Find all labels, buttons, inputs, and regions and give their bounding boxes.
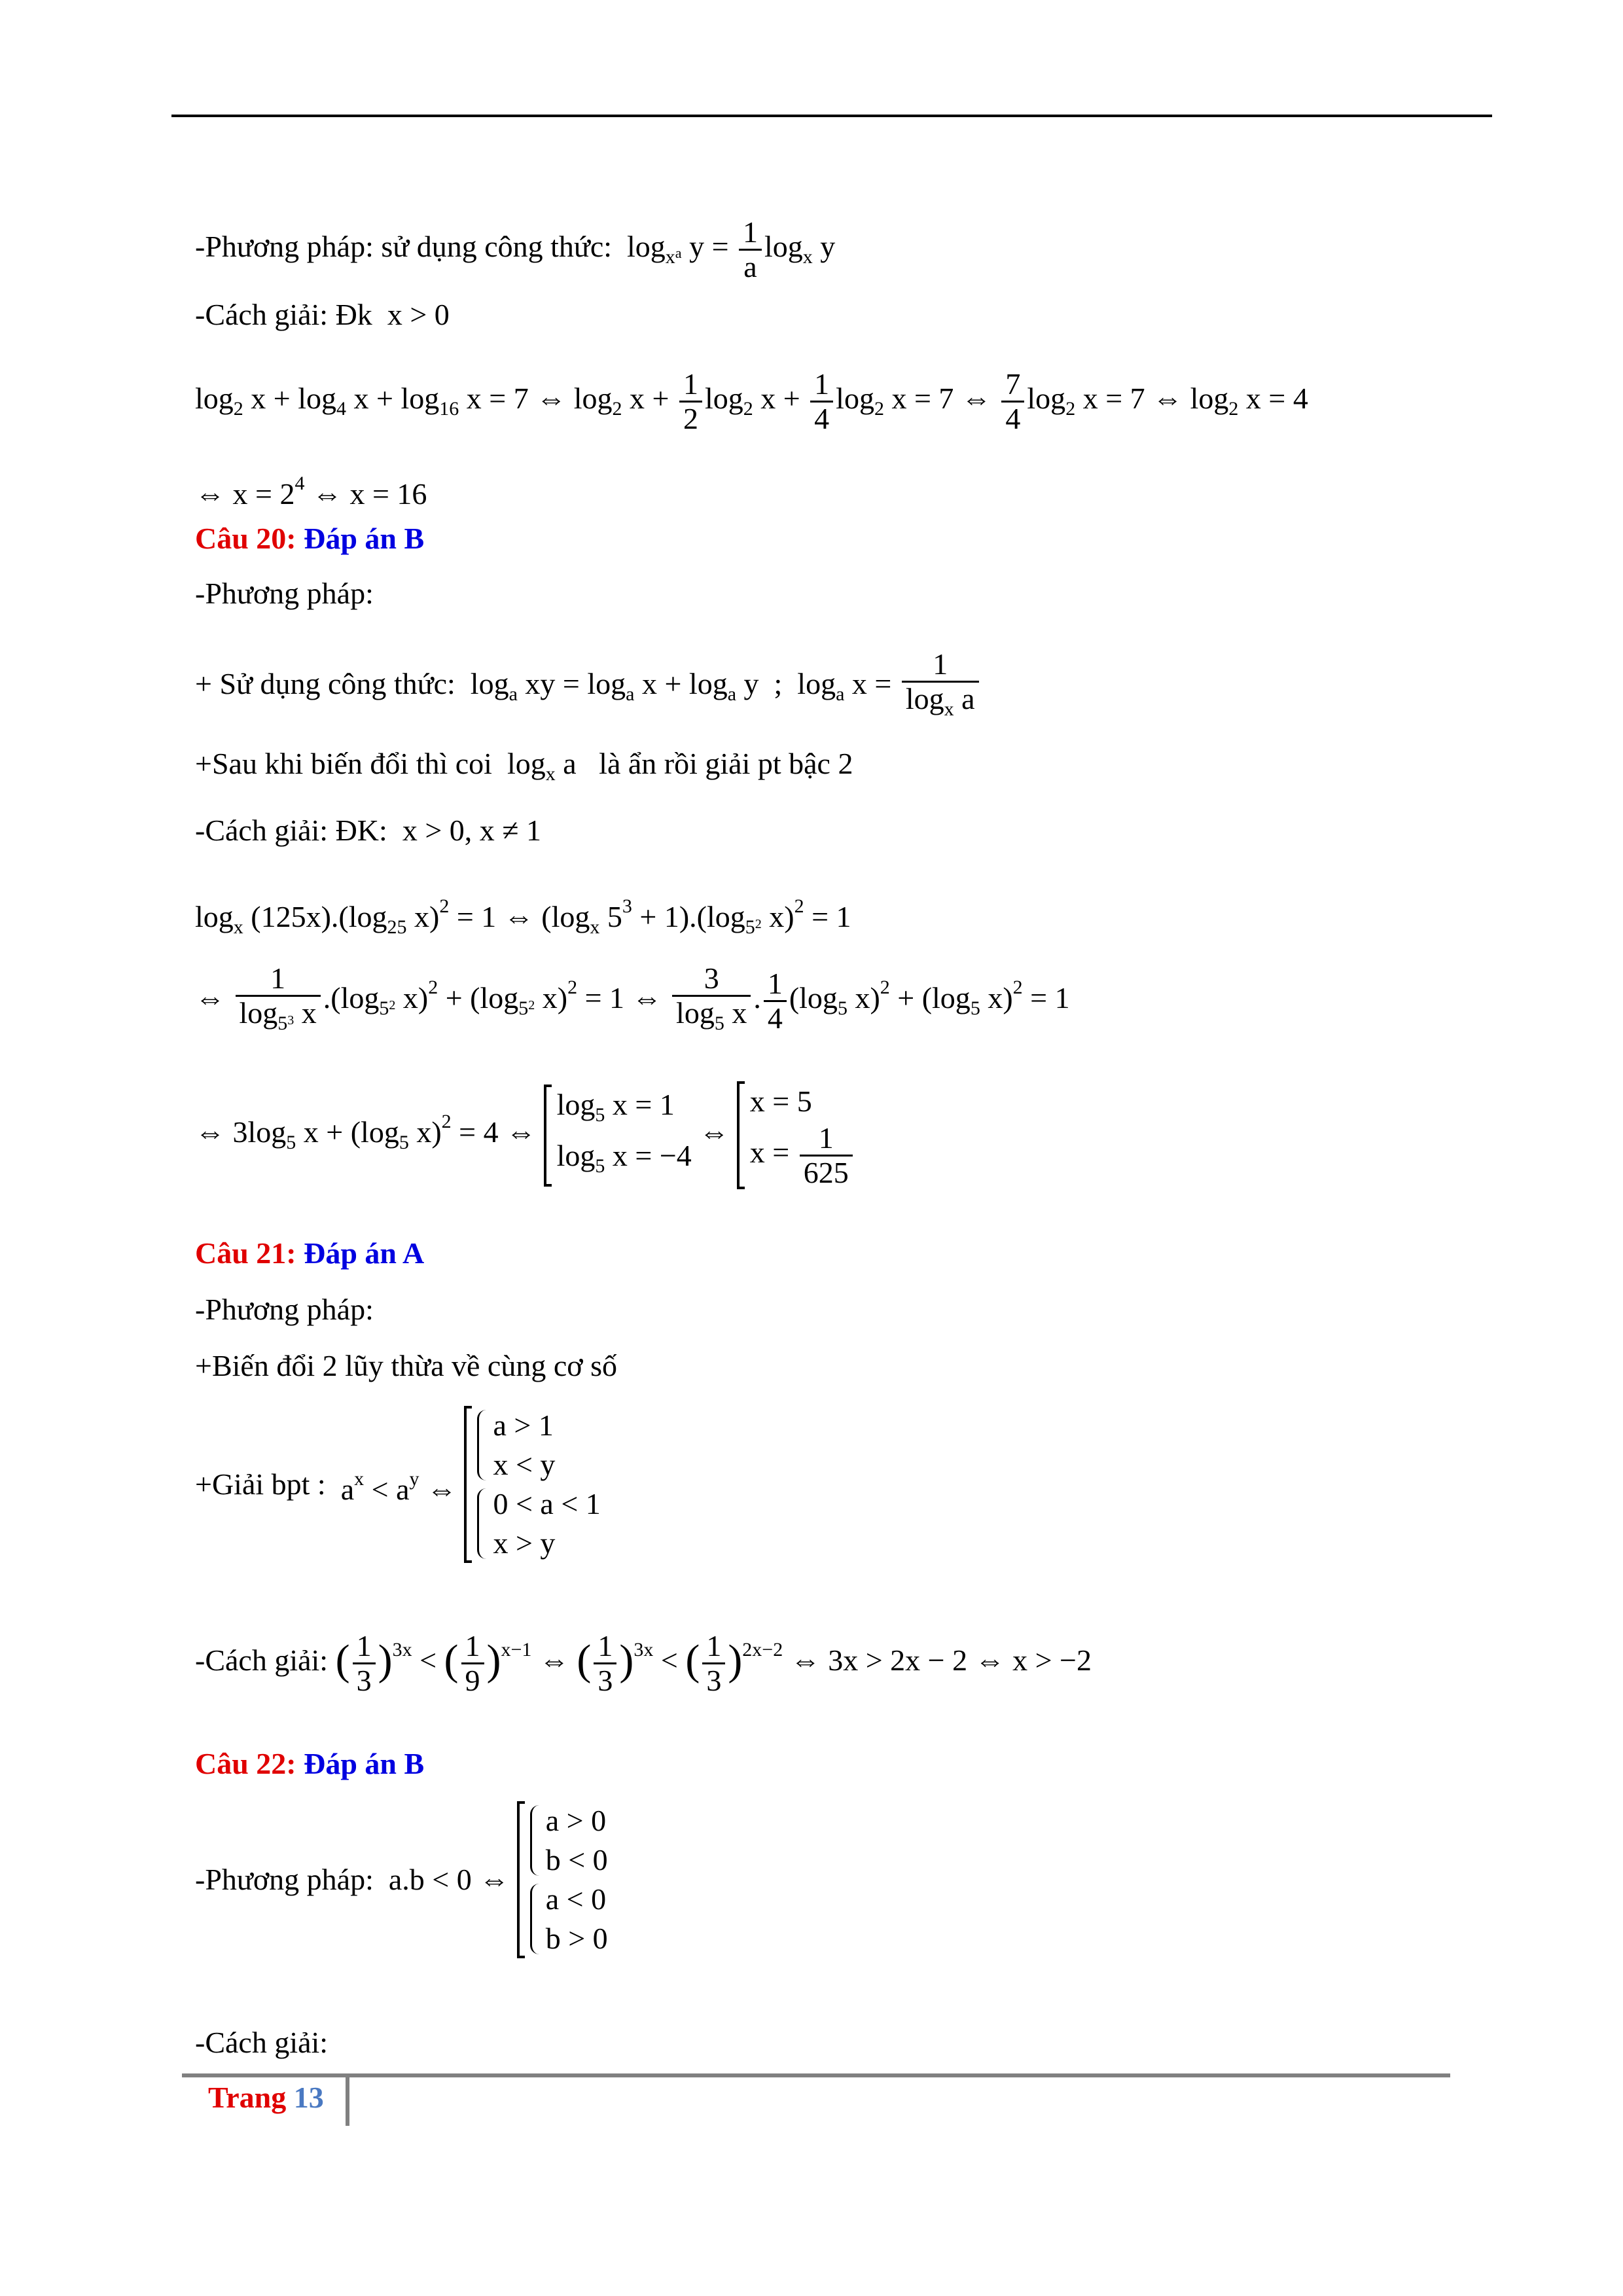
page-label: Trang bbox=[208, 2081, 287, 2114]
s21-step1-text: +Biến đổi 2 lũy thừa về cùng cơ số bbox=[195, 1349, 617, 1382]
s21-method-label bbox=[195, 1291, 374, 1329]
s21-solution-line: -Cách giải: ( $\frac{1}{3}$ )$^{3x}$ < ( $\frac{1}{9}$ )$^{x-1}$ ⇔ ( $\frac{1}{3}$ )$^{3x}$ < ( $\frac{1}{3}$ )$^{2x-2}$ ⇔ 3x > 2x − 2 ⇔ x > −2 bbox=[195, 1629, 1092, 1697]
s20-transform-a: +Sau khi biến đổi thì coi bbox=[195, 747, 492, 780]
s20-use-label: + Sử dụng công thức: bbox=[195, 667, 455, 701]
footer-divider bbox=[346, 2077, 349, 2126]
s21-step1 bbox=[195, 1347, 617, 1385]
s22-title bbox=[195, 1745, 424, 1783]
s22-method-line: -Phương pháp: a.b < 0 ⇔ a > 0 b < 0 a < 0 b > 0 bbox=[195, 1801, 608, 1958]
system-brace: a > 0 b < 0 bbox=[530, 1801, 608, 1880]
s22-solution-line bbox=[195, 2024, 328, 2062]
page-footer bbox=[208, 2073, 324, 2122]
s20-answer-label: Đáp án B bbox=[304, 522, 425, 555]
s20-equation-2: ⇔ $\frac{1}{\log_{5^3} x}$ $.(\log_{5^2}$ $x)^2 + (\log_{5^2}$ x)$^2$ = 1 ⇔ $\frac{3}{\log_5 x}$ . $\frac{1}{4}$ ($\log_5$ $x)^2 + (\log_5$ x)$^2$ = 1 bbox=[195, 962, 1070, 1040]
s20-equation-3: ⇔ $3\log_5$ $x + (\log_5$ x)$^2$ = 4 ⇔ $\log_5 x = 1$ $\log_5 x = -4$ ⇔ x = 5 x = $\frac{1}{625}$ bbox=[195, 1081, 855, 1189]
s20-condition: x > 0, x ≠ 1 bbox=[402, 814, 542, 847]
s21-step2-label: +Giải bpt : bbox=[195, 1467, 326, 1501]
s21-method-text: -Phương pháp: bbox=[195, 1293, 374, 1326]
s21-step2-line: +Giải bpt : $a^x < a^y$ ⇔ a > 1 x < y 0 < a < 1 x > y bbox=[195, 1406, 601, 1563]
s20-method-label bbox=[195, 575, 374, 613]
s20-question-label: Câu 20: bbox=[195, 522, 296, 555]
s20-title bbox=[195, 520, 424, 558]
s20-formula-line: + Sử dụng công thức: $\log_a$ xy = $\log_a x + \log_a y$ ; $\log_a x$ = $\frac{1}{\log_x a}$ bbox=[195, 648, 982, 726]
s21-question-label: Câu 21: bbox=[195, 1236, 296, 1270]
s22-question-label: Câu 22: bbox=[195, 1747, 296, 1780]
s21-solution-label: -Cách giải: bbox=[195, 1643, 329, 1677]
s19-solution-line bbox=[195, 296, 450, 334]
system-brace: a < 0 b > 0 bbox=[530, 1880, 608, 1958]
s21-answer-label: Đáp án A bbox=[304, 1236, 425, 1270]
page-number: 13 bbox=[293, 2081, 324, 2114]
s19-equation-2: ⇔ $x = 2^4$ ⇔ x = 16 bbox=[195, 473, 427, 511]
s19-method-label: -Phương pháp: sử dụng công thức: bbox=[195, 230, 613, 264]
bracket-system bbox=[517, 1801, 608, 1958]
header-rule bbox=[171, 115, 1492, 117]
s19-solution-label: -Cách giải: Đk bbox=[195, 298, 372, 331]
system-brace: a > 1 x < y bbox=[477, 1406, 555, 1484]
fraction: $\frac{1}{a}$ bbox=[739, 216, 762, 283]
s19-condition: x > 0 bbox=[387, 298, 450, 331]
s20-transform-line: +Sau khi biến đổi thì coi $\log_x a$ là ẩn rồi giải pt bậc 2 bbox=[195, 747, 853, 785]
s22-method-label: -Phương pháp: bbox=[195, 1863, 374, 1896]
s22-solution-label: -Cách giải: bbox=[195, 2026, 329, 2059]
s20-transform-b: là ẩn rồi giải pt bậc 2 bbox=[599, 747, 853, 780]
s19-equation-1: $\log_2 x + \log_4 x + \log_{16} x = 7$ ⇔ $\log_2 x$ + $\frac{1}{2}$ $\log_2 x$ + $\frac{1}{4}$ $\log_2 x = 7$ ⇔ $\frac{7}{4}$ $\log_2 x = 7$ ⇔ $\log_2 x = 4$ bbox=[195, 367, 1308, 435]
s20-solution-line bbox=[195, 812, 541, 850]
s21-title bbox=[195, 1234, 424, 1272]
bracket-system: $\log_5 x = 1$ $\log_5 x = -4$ bbox=[544, 1085, 692, 1187]
s19-method-line: -Phương pháp: sử dụng công thức: $\log_{x^a} y$ = $\frac{1}{a}$ $\log_x y$ bbox=[195, 215, 836, 283]
s20-solution-label: -Cách giải: ĐK: bbox=[195, 814, 387, 847]
system-brace: 0 < a < 1 x > y bbox=[477, 1484, 600, 1563]
bracket-system bbox=[464, 1406, 600, 1563]
footer-rule bbox=[182, 2073, 1450, 2077]
s20-equation-1: $\log_x (125x).(\log_{25}$ x)$^2$ = 1 ⇔ ($\log_x$ $5^3 + 1).(\log_{5^2}$ x)$^2$ = 1 bbox=[195, 895, 851, 938]
s22-answer-label: Đáp án B bbox=[304, 1747, 425, 1780]
s20-method-text: -Phương pháp: bbox=[195, 577, 374, 610]
bracket-system: x = 5 x = $\frac{1}{625}$ bbox=[737, 1081, 855, 1189]
